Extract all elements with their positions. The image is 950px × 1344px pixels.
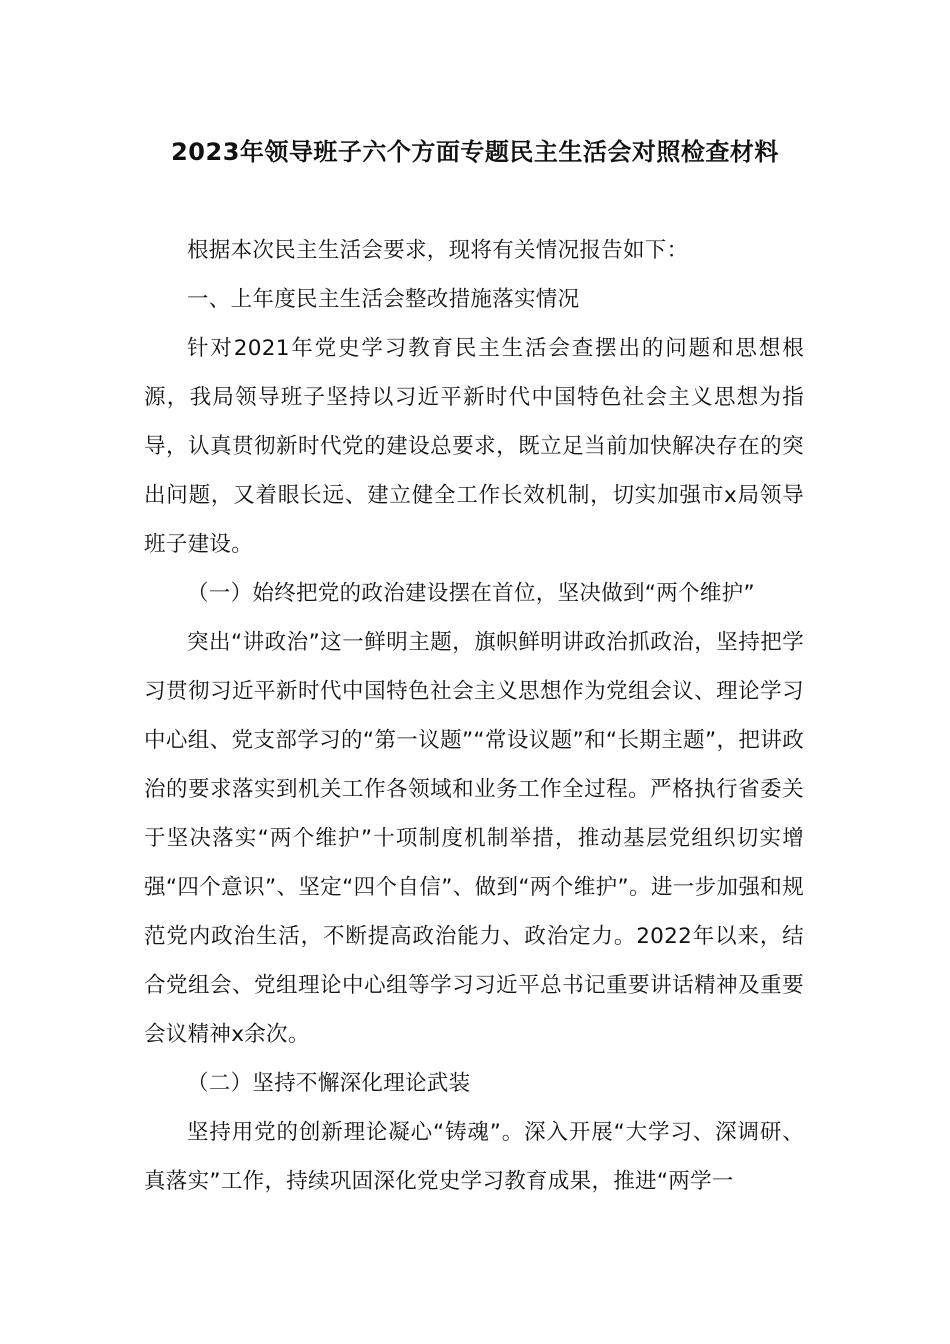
paragraph-subsection-1: 突出“讲政治”这一鲜明主题，旗帜鲜明讲政治抓政治，坚持把学习贯彻习近平新时代中国特色社会主义思想作为党组会议、理论学习中心组、党支部学习的“第一议题”“常设议题”和“长期主题”，把讲政治的要求落实到机关工作各领域和业务工作全过程。严格执行省委关于坚决落实“两个维护”十项制度机制举措，推动基层党组织切实增强“四个意识”、坚定“四个自信”、做到“两个维护”。进一步加强和规范党内政治生活，不断提高政治能力、政治定力。2022年以来，结合党组会、党组理论中心组等学习习近平总书记重要讲话精神及重要会议精神x余次。 — [144, 630, 804, 1047]
document-title: 2023年领导班子六个方面专题民主生活会对照检查材料 — [171, 138, 779, 166]
document-body — [144, 226, 804, 1206]
subsection-heading-1: （一）始终把党的政治建设摆在首位，坚决做到“两个维护” — [187, 581, 755, 606]
paragraph-intro: 根据本次民主生活会要求，现将有关情况报告如下： — [187, 238, 689, 263]
section-heading-1: 一、上年度民主生活会整改措施落实情况 — [187, 287, 580, 312]
paragraph-section-1: 针对2021年党史学习教育民主生活会查摆出的问题和思想根源，我局领导班子坚持以习近平新时代中国特色社会主义思想为指导，认真贯彻新时代党的建设总要求，既立足当前加快解决存在的突出问题，又着眼长远、建立健全工作长效机制，切实加强市x局领导班子建设。 — [144, 336, 804, 557]
subsection-heading-2: （二）坚持不懈深化理论武装 — [187, 1071, 471, 1096]
paragraph-subsection-2: 坚持用党的创新理论凝心“铸魂”。深入开展“大学习、深调研、真落实”工作，持续巩固深化党史学习教育成果，推进“两学一 — [144, 1120, 804, 1194]
